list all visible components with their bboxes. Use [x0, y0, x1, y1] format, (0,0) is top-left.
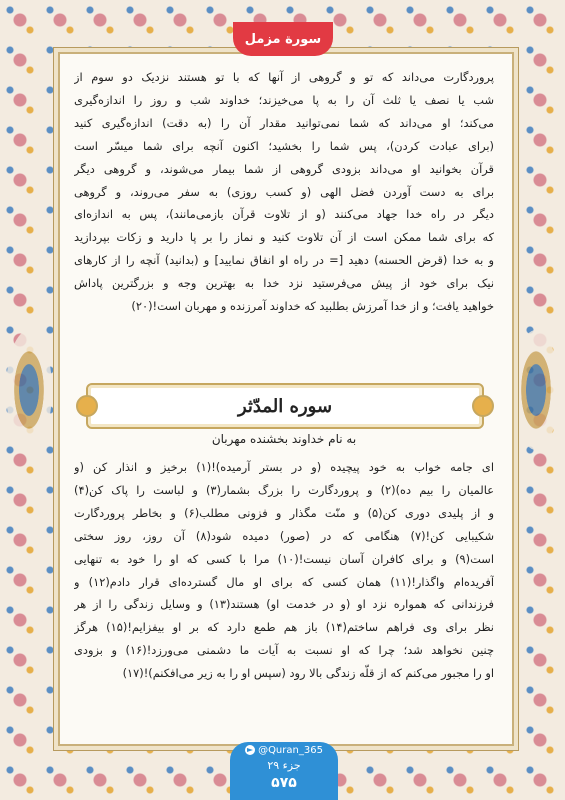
- telegram-icon: [245, 745, 255, 755]
- bismillah: به نام خداوند بخشنده مهربان: [211, 432, 357, 446]
- verse-line: است(۹) و برای کافران آسان نیست!(۱۰) مرا با کسی که او را خود به تنهایی: [74, 551, 494, 566]
- verse-line: دیگر در راه خدا جهاد می‌کنند (و از تلاوت قرآن بازمی‌مانند)، پس به اندازه‌ای: [74, 207, 494, 222]
- verse-line: او را مجبور می‌کنم که از قلّه زندگی بالا رود (سپس او را به زیر می‌افکنم)!(۱۷): [122, 666, 494, 681]
- surah-title-frame: [86, 383, 484, 429]
- left-medallion-ornament: [6, 330, 52, 450]
- verse-line: که برای شما ممکن است از آن تلاوت کنید و نماز را بر پا دارید و زکات بپردازید: [74, 230, 494, 245]
- verse-line: برای به دست آوردن فضل الهی (و کسب روزی) به سفر می‌روند، و گروهی: [74, 184, 494, 199]
- lower-verses: [74, 456, 494, 685]
- right-medallion-ornament: [513, 330, 559, 450]
- verse-line: عالمیان را بیم ده)(۲) و پروردگارت را بزرگ بشمار(۳) و لباست را پاک کن(۴): [74, 482, 494, 497]
- channel-handle-text: @Quran_365: [258, 744, 323, 756]
- verse-line: فرزندانی که همواره نزد او (و در خدمت او) هستند(۱۳) و وسایل زندگی را از هر: [74, 597, 494, 612]
- verse-line: و از پلیدی دوری کن(۵) و منّت مگذار و فزونی مطلب(۶) و بخاطر پروردگارت: [74, 505, 494, 520]
- verse-line: آفریده‌ام واگذار!(۱۱) همان کسی که برای او مال گسترده‌ای قرار دادم(۱۲) و: [74, 574, 494, 589]
- verse-line: و به خدا (قرض الحسنه) دهید [= در راه او انفاق نمایید] و (بدانید) آنچه را از کارهای: [74, 253, 494, 268]
- verse-line: شکیبایی کن!(۷) هنگامی که در (صور) دمیده شود(۸) آن روز، روز سختی: [74, 528, 494, 543]
- surah-badge-label: سورة مزمل: [244, 31, 322, 47]
- verse-line: (برای عبادت کردن)، پس شما را بخشید؛ اکنون آنچه برای شما میسّر است: [74, 138, 494, 153]
- verse-line: ای جامه خواب به خود پیچیده (و در بستر آرمیده)!(۱) برخیز و انذار کن (و: [74, 460, 494, 474]
- verse-line: قرآن بخوانید او می‌داند بزودی گروهی از شما بیمار می‌شوند، و گروهی دیگر: [74, 161, 494, 176]
- juz-label: جزء ۲۹: [267, 759, 301, 772]
- verse-line: نیک برای خود از پیش می‌فرستید نزد خدا به بهترین وجه و بزرگترین پاداش: [74, 276, 494, 291]
- verse-line: شب یا نصف یا ثلث آن را به پا می‌خیزند؛ خداوند شب و روز را اندازه‌گیری: [74, 92, 494, 107]
- verse-line: می‌کند؛ او می‌داند که شما نمی‌توانید مقدار آن را (به دقت) اندازه‌گیری کنید: [74, 115, 494, 130]
- page-number: ۵۷۵: [271, 775, 297, 791]
- surah-title: سوره المدّثر: [237, 395, 333, 417]
- verse-line: خواهید یافت؛ و از خدا آمرزش بطلبید که خداوند آمرزنده و مهربان است!(۲۰): [131, 299, 494, 314]
- surah-badge: [233, 22, 333, 56]
- channel-handle[interactable]: [232, 742, 336, 758]
- verse-line: نظر برای وی فراهم ساختم(۱۴) باز هم طمع دارد که بر او بیفزایم!(۱۵) هرگز: [74, 620, 494, 635]
- upper-verses: [74, 66, 494, 318]
- verse-line: چنین نخواهد شد؛ چرا که او نسبت به آیات ما دشمنی می‌ورزد!(۱۶) و بزودی: [74, 643, 494, 658]
- verse-line: پروردگارت می‌داند که تو و گروهی از آنها که با تو هستند نزدیک دو سوم از: [74, 70, 494, 84]
